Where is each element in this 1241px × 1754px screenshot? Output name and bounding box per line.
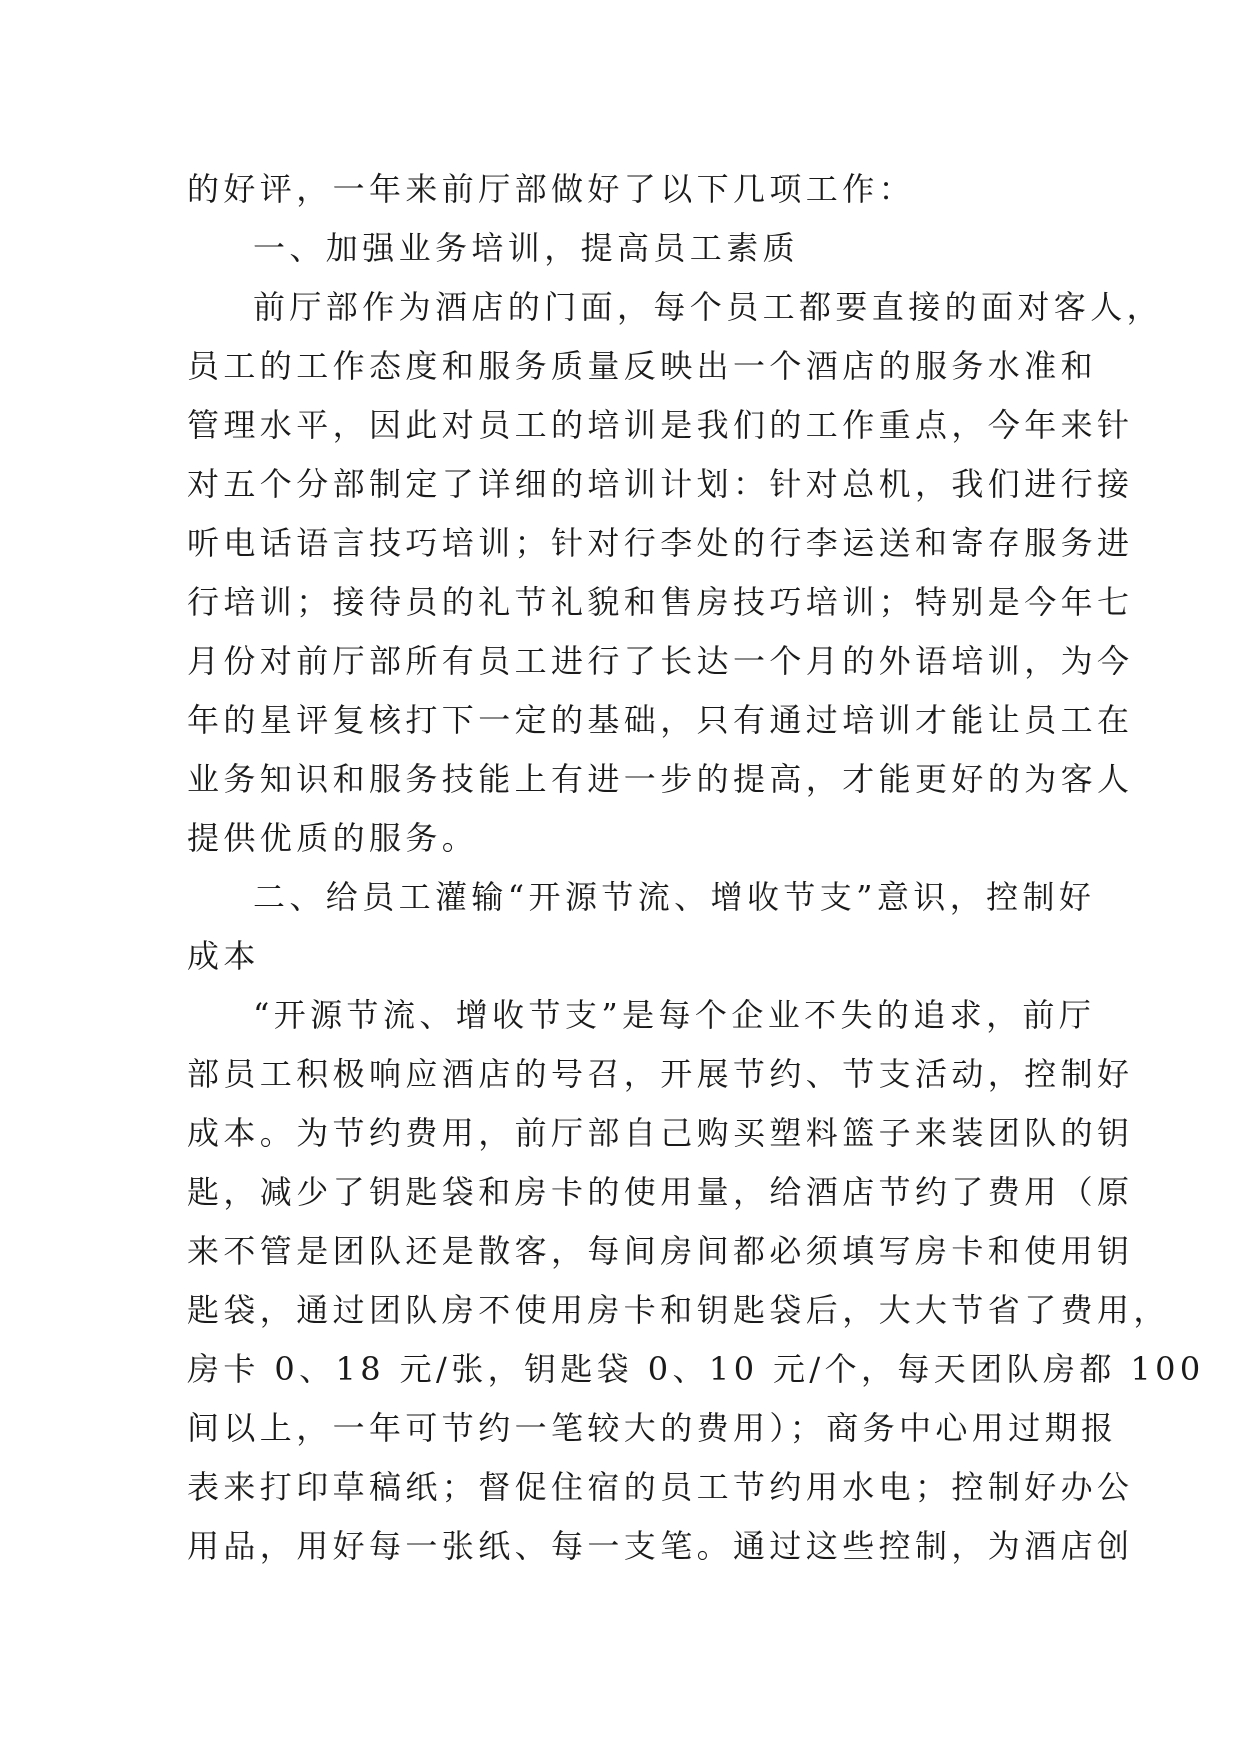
text-line: 听电话语言技巧培训；针对行李处的行李运送和寄存服务进 <box>187 524 1134 562</box>
section-heading-1: 一、加强业务培训，提高员工素质 <box>253 229 800 267</box>
text-line: 员工的工作态度和服务质量反映出一个酒店的服务水准和 <box>187 347 1098 385</box>
text-line: 业务知识和服务技能上有进一步的提高，才能更好的为客人 <box>187 760 1134 798</box>
document-body <box>187 160 1205 1576</box>
text-line: 表来打印草稿纸；督促住宿的员工节约用水电；控制好办公 <box>187 1468 1134 1506</box>
text-line: 来不管是团队还是散客，每间房间都必须填写房卡和使用钥 <box>187 1232 1134 1270</box>
text-line: “开源节流、增收节支”是每个企业不失的追求，前厅 <box>253 996 1096 1034</box>
text-line: 用品，用好每一张纸、每一支笔。通过这些控制，为酒店创 <box>187 1527 1134 1565</box>
text-line: 成本。为节约费用，前厅部自己购买塑料篮子来装团队的钥 <box>187 1114 1134 1152</box>
text-line: 提供优质的服务。 <box>187 819 479 857</box>
text-line: 部员工积极响应酒店的号召，开展节约、节支活动，控制好 <box>187 1055 1134 1093</box>
section-heading-2-continued: 成本 <box>187 937 260 975</box>
text-line: 对五个分部制定了详细的培训计划：针对总机，我们进行接 <box>187 465 1134 503</box>
text-line: 行培训；接待员的礼节礼貌和售房技巧培训；特别是今年七 <box>187 583 1134 621</box>
text-line: 管理水平，因此对员工的培训是我们的工作重点，今年来针 <box>187 406 1134 444</box>
text-line: 的好评，一年来前厅部做好了以下几项工作： <box>187 170 916 208</box>
text-line: 匙，减少了钥匙袋和房卡的使用量，给酒店节约了费用（原 <box>187 1173 1134 1211</box>
text-line: 房卡 0、18 元/张，钥匙袋 0、10 元/个，每天团队房都 100 <box>187 1350 1205 1388</box>
text-line: 年的星评复核打下一定的基础，只有通过培训才能让员工在 <box>187 701 1134 739</box>
section-heading-2: 二、给员工灌输“开源节流、增收节支”意识，控制好 <box>253 878 1096 916</box>
text-line: 月份对前厅部所有员工进行了长达一个月的外语培训，为今 <box>187 642 1134 680</box>
text-line: 匙袋，通过团队房不使用房卡和钥匙袋后，大大节省了费用， <box>187 1291 1170 1329</box>
text-line: 间以上，一年可节约一笔较大的费用）；商务中心用过期报 <box>187 1409 1118 1447</box>
text-line: 前厅部作为酒店的门面，每个员工都要直接的面对客人， <box>253 288 1164 326</box>
